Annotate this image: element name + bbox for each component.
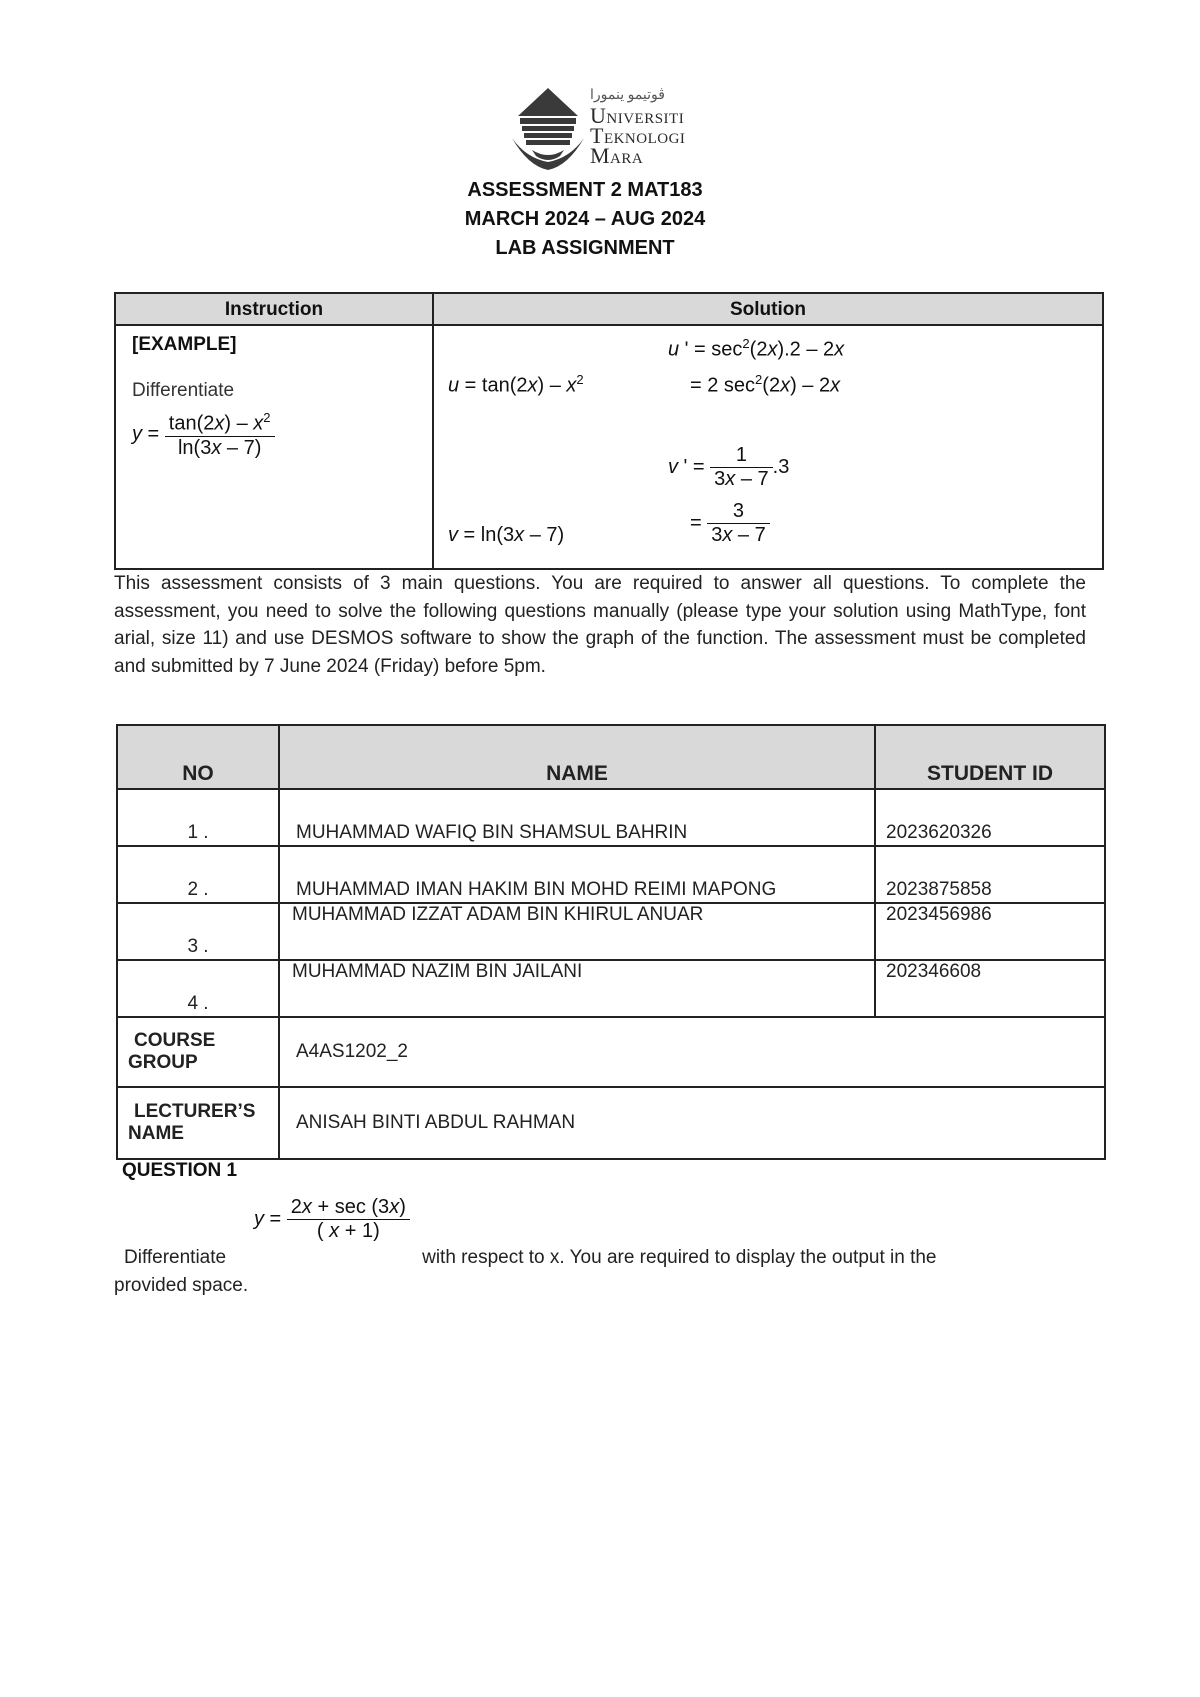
group-members-table bbox=[116, 724, 1106, 1160]
instruction-table bbox=[114, 292, 1104, 570]
table-row bbox=[117, 789, 1105, 846]
member-no: 3 . bbox=[117, 903, 279, 960]
column-divider bbox=[432, 294, 434, 568]
differentiate-label: Differentiate bbox=[132, 380, 235, 401]
logo-jawi: ڤوتيمو ينمورا bbox=[590, 88, 665, 103]
example-function: y = $\frac{\tan(2x) - x^2}{\ln(3x - 7)}$ bbox=[132, 410, 275, 460]
course-group-row bbox=[117, 1017, 1105, 1087]
member-id: 2023875858 bbox=[875, 846, 1105, 903]
v-prime-line-1: v ' = $\frac{1}{3x - 7}$ .3 bbox=[668, 444, 790, 490]
question-1-title: QUESTION 1 bbox=[122, 1160, 238, 1181]
member-id: 2023620326 bbox=[875, 789, 1105, 846]
member-no: 4 . bbox=[117, 960, 279, 1017]
v-prime-line-2: = $\frac{3}{3x - 7}$ bbox=[690, 500, 770, 547]
table-row bbox=[117, 960, 1105, 1017]
assessment-title: ASSESSMENT 2 MAT183 bbox=[467, 179, 703, 201]
document-header bbox=[0, 176, 1170, 263]
course-group-label-2: GROUP bbox=[128, 1052, 198, 1073]
lecturer-label-2: NAME bbox=[128, 1123, 184, 1144]
question-1-line2: provided space. bbox=[114, 1275, 249, 1296]
u-prime-line-1: u ' = $\sec^2(2x).2 - 2x$ bbox=[668, 336, 845, 361]
question-1-function: y = $\frac{2x + \sec (3x)}{( x + 1)}$ bbox=[254, 1196, 410, 1243]
instruction-table-header bbox=[116, 294, 1102, 326]
table-row bbox=[117, 846, 1105, 903]
member-name: MUHAMMAD WAFIQ BIN SHAMSUL BAHRIN bbox=[279, 789, 875, 846]
header-student-id: STUDENT ID bbox=[875, 725, 1105, 789]
v-definition: v = ln(3x – 7) bbox=[448, 524, 565, 546]
assessment-subtitle: LAB ASSIGNMENT bbox=[495, 237, 675, 259]
col-solution: Solution bbox=[730, 299, 806, 320]
assessment-instructions: This assessment consists of 3 main questions. You are required to answer all questions. To complete the assessment, you need to solve the following questions manually (please type your solution using MathType, font arial, size 11) and use DESMOS software to show the graph of the function. The assessment must be completed and submitted by 7 June 2024 (Friday) before 5pm. bbox=[114, 573, 1086, 677]
question-1-prefix: Differentiate bbox=[124, 1247, 227, 1268]
col-instruction: Instruction bbox=[224, 299, 324, 320]
question-1-suffix: with respect to x. You are required to display the output in the bbox=[422, 1247, 937, 1268]
table-row bbox=[117, 903, 1105, 960]
lecturer-value: ANISAH BINTI ABDUL RAHMAN bbox=[279, 1087, 1105, 1159]
logo-line-1: Universiti bbox=[590, 103, 685, 128]
logo-wordmark bbox=[590, 86, 685, 166]
course-group-label-1: COURSE bbox=[134, 1030, 216, 1051]
header-no: NO bbox=[117, 725, 279, 789]
u-prime-line-2: = 2 $\sec^2(2x) - 2x$ bbox=[690, 372, 841, 397]
course-group-value: A4AS1202_2 bbox=[279, 1017, 1105, 1087]
member-no: 1 . bbox=[117, 789, 279, 846]
logo-line-2: Teknologi bbox=[590, 123, 686, 148]
members-header-row bbox=[117, 725, 1105, 789]
member-name: MUHAMMAD IZZAT ADAM BIN KHIRUL ANUAR bbox=[279, 903, 875, 960]
member-name: MUHAMMAD IMAN HAKIM BIN MOHD REIMI MAPONG bbox=[279, 846, 875, 903]
course-group-label bbox=[117, 1017, 279, 1087]
assessment-period: MARCH 2024 – AUG 2024 bbox=[464, 208, 706, 230]
question-1-text bbox=[114, 1244, 1086, 1300]
lecturer-row bbox=[117, 1087, 1105, 1159]
member-id: 2023456986 bbox=[875, 903, 1105, 960]
example-label: [EXAMPLE] bbox=[132, 334, 237, 355]
logo-line-3: Mara bbox=[590, 143, 644, 168]
member-no: 2 . bbox=[117, 846, 279, 903]
member-id: 202346608 bbox=[875, 960, 1105, 1017]
lecturer-label-1: LECTURER’S bbox=[134, 1101, 256, 1122]
header-name: NAME bbox=[279, 725, 875, 789]
u-definition: $u = \tan(2x) - x^2$ bbox=[448, 372, 584, 397]
member-name: MUHAMMAD NAZIM BIN JAILANI bbox=[279, 960, 875, 1017]
lecturer-label bbox=[117, 1087, 279, 1159]
